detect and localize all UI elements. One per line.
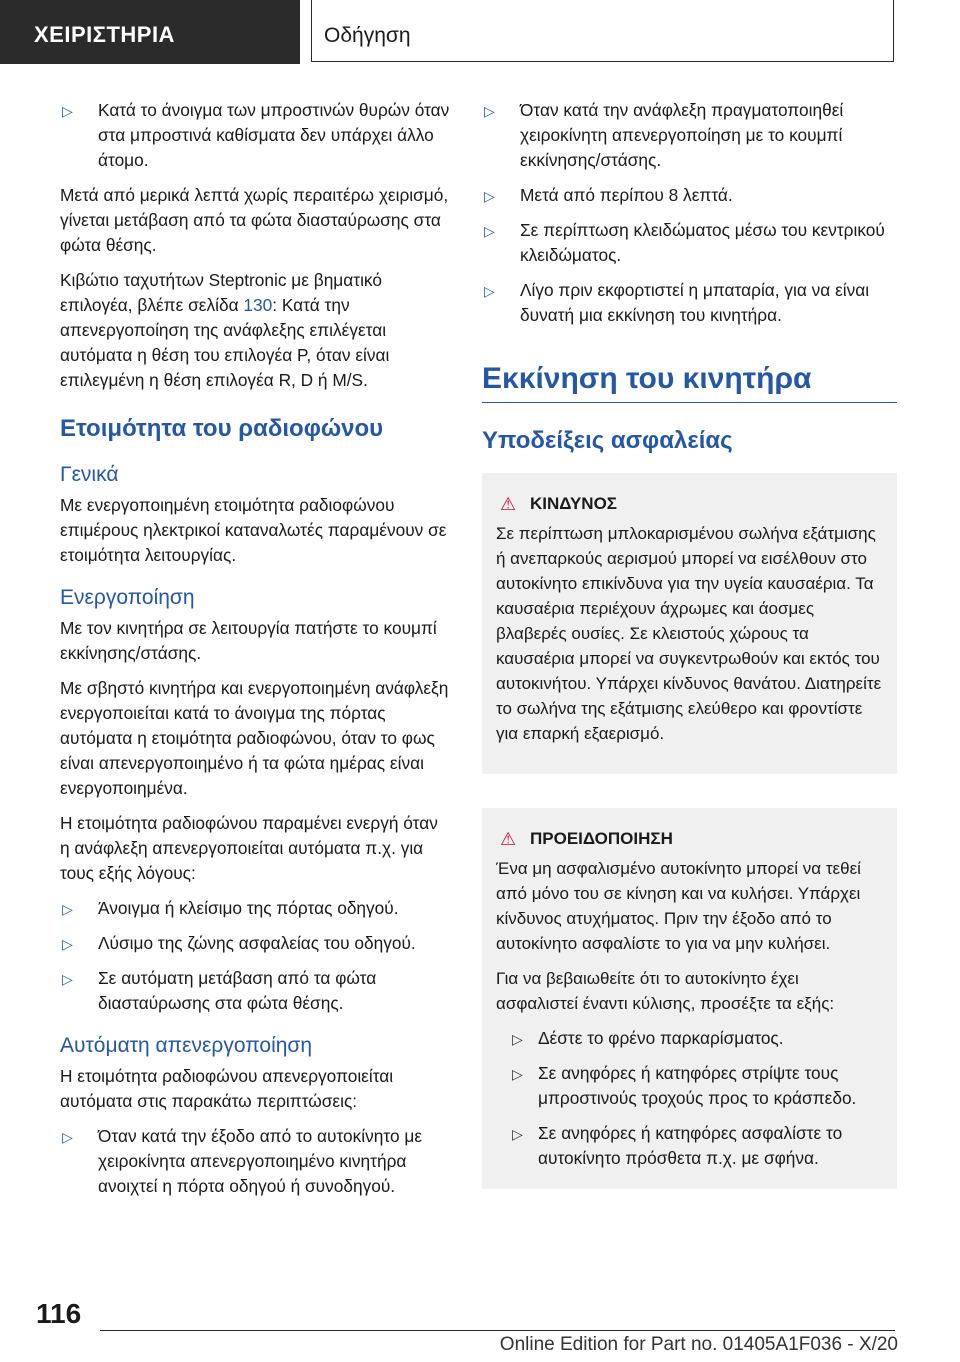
subsection-heading: Ενεργοποίηση (60, 586, 195, 609)
bullet-item (482, 183, 897, 208)
right-column (482, 98, 897, 1223)
bullet-text: Λίγο πριν εκφορτιστεί η μπαταρία, για να είναι δυνατή μια εκκίνηση του κινητήρα. (520, 280, 870, 325)
bullet-text: Όταν κατά την ανάφλεξη πραγματοποιηθεί χειροκίνητη απενεργοποίηση με το κουμπί εκκίνησης/στάσης. (520, 100, 844, 170)
bullet-text: Σε ανηφόρες ή κατηφόρες στρίψτε τους μπροστινούς τροχούς προς το κράσπεδο. (538, 1063, 857, 1108)
section-title: ΧΕΙΡΙΣΤΗΡΙΑ (34, 22, 175, 47)
triangle-bullet-icon: ▷ (512, 1066, 523, 1082)
bullet-item (60, 1124, 450, 1199)
bullet-text: Άνοιγμα ή κλείσιμο της πόρτας οδηγού. (98, 898, 399, 918)
subsection-heading: Αυτόματη απενεργοποίηση (60, 1034, 313, 1057)
warning-title (496, 828, 883, 850)
triangle-bullet-icon: ▷ (62, 971, 73, 987)
warning-text: Για να βεβαιωθείτε ότι το αυτοκίνητο έχει ασφαλιστεί έναντι κύλισης, προσέξτε τα εξής: (496, 969, 835, 1013)
text: Κιβώτιο ταχυτήτων Steptronic με βηματικό επιλογέα, βλέπε σελίδα (60, 270, 382, 315)
warning-title-text: ΠΡΟΕΙΔΟΠΟΙΗΣΗ (530, 829, 673, 848)
warning-text: Σε περίπτωση μπλοκαρισμένου σωλήνα εξάτμισης ή ανεπαρκούς αερισμού μπορεί να εισέλθουν στο αυτοκίνητο επικίνδυνα για την υγεία καυσαέρια. Τα καυσαέρια περιέχουν άχρωμες και άοσμες βλαβερές ουσίες. Σε κλειστούς χώρους τα καυσαέρια μπορεί να συγκεντρωθούν και εκτός του αυτοκινήτου. Υπάρχει κίνδυνος θανάτου. Διατηρείτε το σωλήνα της εξάτμισης ελεύθερο και φροντίστε για επαρκή εξαερισμό. (496, 524, 882, 743)
bullet-text: Σε ανηφόρες ή κατηφόρες ασφαλίστε το αυτοκίνητο πρόσθετα π.χ. με σφήνα. (538, 1123, 843, 1168)
bullet-text: Σε αυτόματη μετάβαση από τα φώτα διασταύρωσης στα φώτα θέσης. (98, 968, 377, 1013)
page-link[interactable]: 130 (243, 295, 273, 315)
bullet-text: Δέστε το φρένο παρκαρίσματος. (538, 1028, 784, 1048)
bullet-text: Κατά το άνοιγμα των μπροστινών θυρών όταν στα μπροστινά καθίσματα δεν υπάρχει άλλο άτομο. (98, 100, 450, 170)
chapter-tab (311, 0, 894, 62)
footer-divider (100, 1330, 895, 1331)
paragraph: Μετά από μερικά λεπτά χωρίς περαιτέρω χειρισμό, γίνεται μετάβαση από τα φώτα διασταύρωσης στα φώτα θέσης. (60, 185, 449, 255)
triangle-bullet-icon: ▷ (512, 1031, 523, 1047)
triangle-bullet-icon: ▷ (484, 223, 495, 239)
bullet-item (60, 98, 450, 173)
bullet-item (496, 1061, 883, 1111)
subsection-heading: Γενικά (60, 463, 119, 486)
chapter-heading: Εκκίνηση του κινητήρα (482, 362, 897, 403)
section-tab (0, 0, 300, 64)
paragraph: Με ενεργοποιημένη ετοιμότητα ραδιοφώνου επιμέρους ηλεκτρικοί καταναλωτές παραμένουν σε ετοιμότητα λειτουργίας. (60, 495, 447, 565)
bullet-item (482, 98, 897, 173)
bullet-text: Όταν κατά την έξοδο από το αυτοκίνητο με χειροκίνητα απενεργοποιημένο κινητήρα ανοιχτεί η πόρτα οδηγού ή συνοδηγού. (98, 1126, 423, 1196)
triangle-bullet-icon: ▷ (62, 936, 73, 952)
bullet-text: Σε περίπτωση κλειδώματος μέσω του κεντρικού κλειδώματος. (520, 220, 885, 265)
paragraph: Η ετοιμότητα ραδιοφώνου παραμένει ενεργή όταν η ανάφλεξη απενεργοποιείται αυτόματα π.χ. για τους εξής λόγους: (60, 813, 438, 883)
paragraph (60, 268, 450, 393)
left-column (60, 98, 450, 1209)
bullet-item (60, 896, 450, 921)
paragraph: Με σβηστό κινητήρα και ενεργοποιημένη ανάφλεξη ενεργοποιείται κατά το άνοιγμα της πόρτας αυτόματα η ετοιμότητα ραδιοφώνου, όταν το φως είναι απενεργοποιημένο ή τα φώτα ημέρας είναι ενεργοποιημένα. (60, 678, 449, 798)
triangle-bullet-icon: ▷ (62, 901, 73, 917)
warning-title (496, 493, 883, 515)
bullet-item (496, 1026, 883, 1051)
text: : Κατά την απενεργοποίηση της ανάφλεξης επιλέγεται αυτόματα η θέση του επιλογέα P, όταν είναι επιλεγμένη η θέση επιλογέα R, D ή M/S. (60, 295, 390, 390)
bullet-item (496, 1121, 883, 1171)
edition-note: Online Edition for Part no. 01405A1F036 - X/20 (499, 1334, 898, 1355)
warning-title-text: ΚΙΝΔΥΝΟΣ (530, 494, 617, 513)
section-heading: Υποδείξεις ασφαλείας (482, 427, 733, 454)
paragraph: Η ετοιμότητα ραδιοφώνου απενεργοποιείται αυτόματα στις παρακάτω περιπτώσεις: (60, 1066, 394, 1111)
bullet-item (60, 931, 450, 956)
bullet-item (482, 218, 897, 268)
warning-triangle-icon: ⚠ (500, 829, 517, 849)
chapter-title: Οδήγηση (324, 24, 411, 47)
danger-box (482, 473, 897, 774)
section-heading: Ετοιμότητα του ραδιοφώνου (60, 415, 384, 442)
bullet-item (482, 278, 897, 328)
warning-box (482, 808, 897, 1189)
triangle-bullet-icon: ▷ (62, 1129, 73, 1145)
triangle-bullet-icon: ▷ (484, 188, 495, 204)
warning-triangle-icon: ⚠ (500, 494, 517, 514)
bullet-text: Μετά από περίπου 8 λεπτά. (520, 185, 733, 205)
triangle-bullet-icon: ▷ (484, 103, 495, 119)
bullet-text: Λύσιμο της ζώνης ασφαλείας του οδηγού. (98, 933, 416, 953)
triangle-bullet-icon: ▷ (512, 1126, 523, 1142)
warning-text: Ένα μη ασφαλισμένο αυτοκίνητο μπορεί να τεθεί από μόνο του σε κίνηση και να κυλήσει. Υπάρχει κίνδυνος ατυχήματος. Πριν την έξοδο από το αυτοκίνητο ασφαλίστε το για να μην κυλήσει. (496, 859, 861, 953)
triangle-bullet-icon: ▷ (484, 283, 495, 299)
bullet-item (60, 966, 450, 1016)
page-number: 116 (36, 1298, 82, 1329)
triangle-bullet-icon: ▷ (62, 103, 73, 119)
paragraph: Με τον κινητήρα σε λειτουργία πατήστε το κουμπί εκκίνησης/στάσης. (60, 618, 437, 663)
